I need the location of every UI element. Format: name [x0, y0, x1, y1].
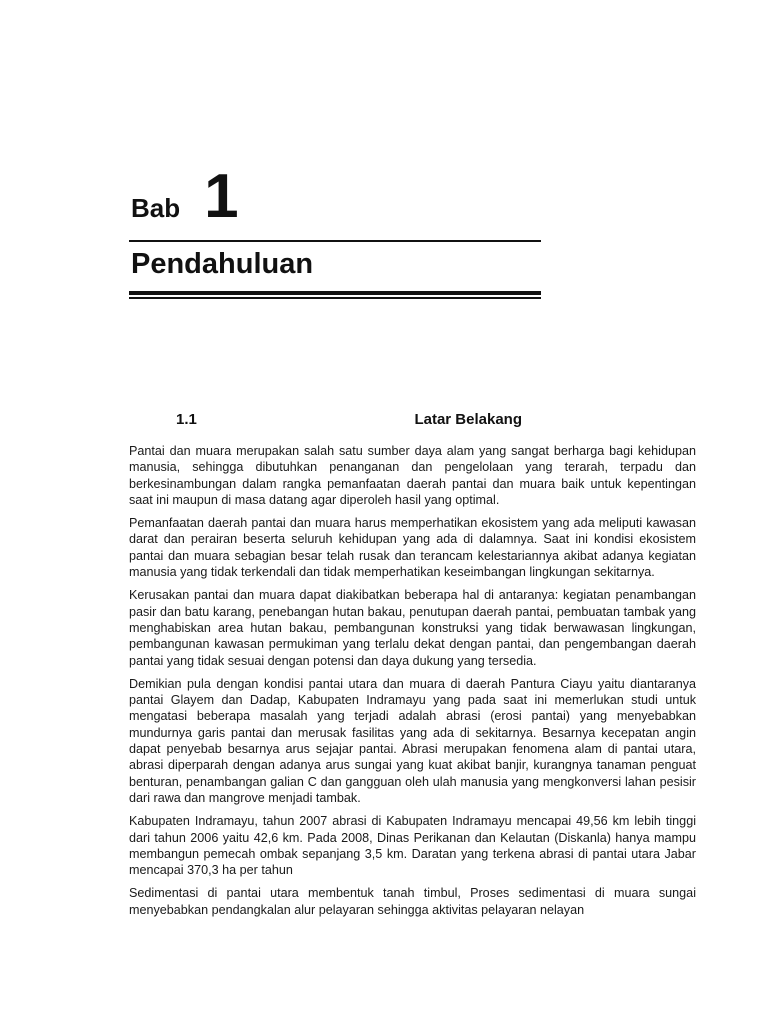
section-heading — [176, 411, 522, 433]
paragraph: Demikian pula dengan kondisi pantai utara dan muara di daerah Pantura Ciayu yaitu diantaranya pantai Glayem dan Dadap, Kabupaten Indramayu yang pada saat ini memerlukan studi untuk mengatasi beberapa masalah yang terjadi adalah abrasi (erosi pantai) yang menyebabkan mundurnya garis pantai dan merusak fasilitas yang ada di sekitarnya. Besarnya kecepatan angin dapat penyebab besarnya arus sejajar pantai. Abrasi merupakan fenomena alam di pantai utara, abrasi diperparah dengan adanya arus sungai yang kuat akibat banjir, kurangnya tanaman penguat benturan, penambangan galian C dan gangguan oleh ulah manusia yang mengkonversi lahan pesisir dari rawa dan mangrove menjadi tambak. — [129, 676, 696, 805]
chapter-heading — [131, 162, 541, 280]
chapter-title: Pendahuluan — [131, 248, 314, 280]
chapter-rule-bottom-thin — [129, 297, 541, 299]
chapter-label-row — [131, 162, 541, 238]
chapter-rule-bottom-thick — [129, 291, 541, 295]
body-text — [129, 443, 696, 925]
chapter-label: Bab — [131, 193, 181, 223]
paragraph: Pantai dan muara merupakan salah satu sumber daya alam yang sangat berharga bagi kehidupan manusia, sehingga dibutuhkan penanganan dan pengelolaan yang terarah, terpadu dan berkesinambungan dalam rangka pemanfaatan daerah pantai dan muara baik untuk kepentingan saat ini maupun di masa datang agar diperoleh hasil yang optimal. — [129, 444, 696, 507]
chapter-rule-top — [129, 240, 541, 242]
section-title: Latar Belakang — [414, 411, 522, 428]
paragraph: Pemanfaatan daerah pantai dan muara harus memperhatikan ekosistem yang ada meliputi kawasan darat dan perairan beserta seluruh kehidupan yang ada di dalamnya. Saat ini kondisi ekosistem pantai dan muara sebagian besar telah rusak dan terancam kelestariannya akibat adanya kegiatan manusia yang tidak terkendali dan tidak memperhatikan keseimbangan lingkungan sekitarnya. — [129, 516, 696, 580]
paragraph: Sedimentasi di pantai utara membentuk tanah timbul, Proses sedimentasi di muara sungai menyebabkan pendangkalan alur pelayaran sehingga aktivitas pelayaran nelayan — [129, 886, 696, 917]
section-number: 1.1 — [176, 411, 197, 428]
paragraph: Kabupaten Indramayu, tahun 2007 abrasi di Kabupaten Indramayu mencapai 49,56 km lebih tinggi dari tahun 2006 yaitu 42,6 km. Pada 2008, Dinas Perikanan dan Kelautan (Diskanla) hanya mampu membangun pemecah ombak sepanjang 3,5 km. Daratan yang terkena abrasi di pantai utara Jabar mencapai 370,3 ha per tahun — [129, 814, 696, 878]
chapter-number: 1 — [204, 162, 239, 231]
paragraph: Kerusakan pantai dan muara dapat diakibatkan beberapa hal di antaranya: kegiatan penambangan pasir dan batu karang, penebangan hutan bakau, penutupan daerah pantai, pembuatan tambak yang menghabiskan area hutan bakau, pembangunan konstruksi yang tidak berwawasan lingkungan, pembangunan kawasan permukiman yang terlalu dekat dengan pantai, dan pengembangan daerah pantai yang tidak sesuai dengan potensi dan daya dukung yang tersedia. — [129, 588, 696, 668]
